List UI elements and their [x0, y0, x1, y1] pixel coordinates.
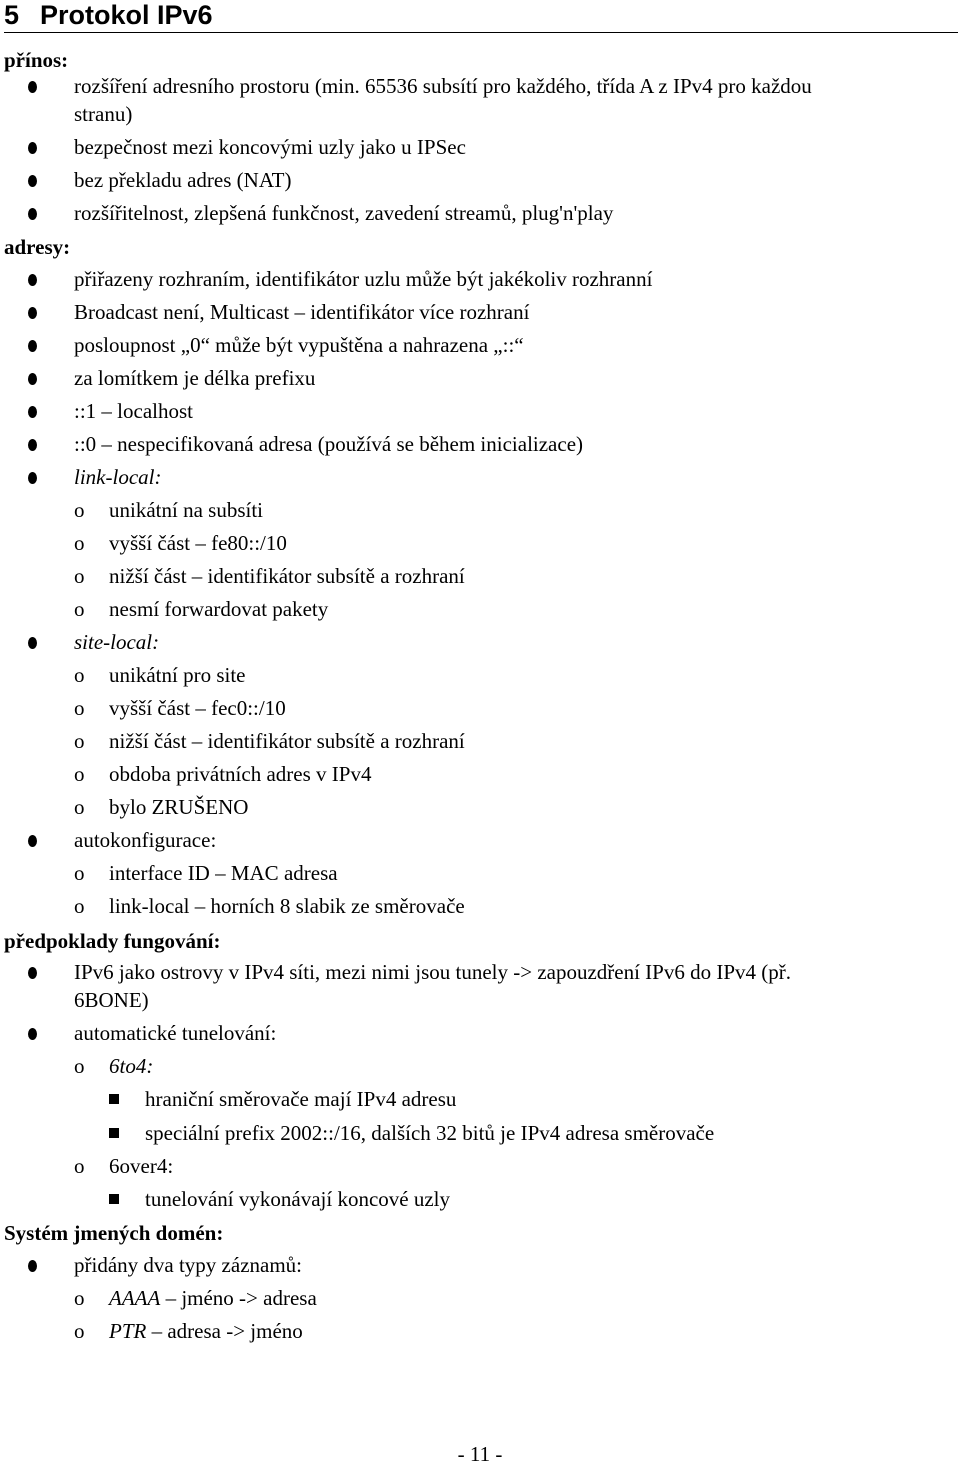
list-item: bezpečnost mezi koncovými uzly jako u IPSec: [74, 133, 466, 161]
bullet-icon: [28, 1260, 37, 1272]
bullet-icon: [28, 340, 37, 352]
bullet-icon: [28, 373, 37, 385]
sub-list-item: o nesmí forwardovat pakety: [74, 597, 329, 621]
list-item: rozšířitelnost, zlepšená funkčnost, zavedení streamů, plug'n'play: [74, 199, 613, 227]
sub-sub-list-item: tunelování vykonávají koncové uzly: [145, 1185, 450, 1213]
sub-list-item: o nižší část – identifikátor subsítě a rozhraní: [74, 729, 465, 753]
list-item: automatické tunelování:: [74, 1019, 276, 1047]
bullet-icon: [28, 208, 37, 220]
chapter-title: Protokol IPv6: [40, 0, 213, 30]
section-prinos: přínos:: [4, 48, 69, 72]
list-item: za lomítkem je délka prefixu: [74, 364, 315, 392]
list-item: rozšíření adresního prostoru (min. 65536 subsítí pro každého, třída A z IPv4 pro každou stranu): [74, 72, 864, 128]
bullet-icon: [28, 142, 37, 154]
list-item: IPv6 jako ostrovy v IPv4 síti, mezi nimi jsou tunely -> zapouzdření IPv6 do IPv4 (př. 6BONE): [74, 958, 864, 1014]
sub-sub-list-item: hraniční směrovače mají IPv4 adresu: [145, 1085, 456, 1113]
bullet-icon: [28, 637, 37, 649]
sub-list-item: o bylo ZRUŠENO: [74, 795, 249, 819]
circle-bullet-icon: o: [74, 1286, 85, 1310]
bullet-icon: [28, 1028, 37, 1040]
bullet-icon: [28, 835, 37, 847]
section-adresy: adresy:: [4, 235, 71, 259]
sub-list-item: o nižší část – identifikátor subsítě a rozhraní: [74, 564, 465, 588]
circle-bullet-icon: o: [74, 498, 85, 522]
sub-sub-list-item: speciální prefix 2002::/16, dalších 32 bitů je IPv4 adresa směrovače: [145, 1119, 714, 1147]
square-bullet-icon: [109, 1194, 119, 1204]
bullet-icon: [28, 406, 37, 418]
circle-bullet-icon: o: [74, 564, 85, 588]
circle-bullet-icon: o: [74, 894, 85, 918]
list-item-site-local: site-local:: [74, 628, 159, 656]
circle-bullet-icon: o: [74, 795, 85, 819]
circle-bullet-icon: o: [74, 1054, 85, 1078]
sub-list-item-aaaa: o AAAA – jméno -> adresa: [74, 1286, 317, 1310]
circle-bullet-icon: o: [74, 762, 85, 786]
circle-bullet-icon: o: [74, 663, 85, 687]
list-item: ::0 – nespecifikovaná adresa (používá se během inicializace): [74, 430, 583, 458]
circle-bullet-icon: o: [74, 597, 85, 621]
sub-list-item: o interface ID – MAC adresa: [74, 861, 338, 885]
circle-bullet-icon: o: [74, 861, 85, 885]
bullet-icon: [28, 472, 37, 484]
circle-bullet-icon: o: [74, 531, 85, 555]
section-predpoklady: předpoklady fungování:: [4, 929, 221, 953]
circle-bullet-icon: o: [74, 696, 85, 720]
list-item: přidány dva typy záznamů:: [74, 1251, 302, 1279]
sub-list-item: o vyšší část – fec0::/10: [74, 696, 286, 720]
bullet-icon: [28, 175, 37, 187]
list-item-link-local: link-local:: [74, 463, 161, 491]
list-item: posloupnost „0“ může být vypuštěna a nahrazena „::“: [74, 331, 524, 359]
circle-bullet-icon: o: [74, 729, 85, 753]
list-item-autokonfigurace: autokonfigurace:: [74, 826, 216, 854]
sub-list-item-ptr: o PTR – adresa -> jméno: [74, 1319, 303, 1343]
bullet-icon: [28, 81, 37, 93]
bullet-icon: [28, 307, 37, 319]
bullet-icon: [28, 967, 37, 979]
section-dns: Systém jmených domén:: [4, 1221, 224, 1245]
page-number: - 11 -: [457, 1442, 503, 1466]
list-item: bez překladu adres (NAT): [74, 166, 292, 194]
square-bullet-icon: [109, 1128, 119, 1138]
list-item: přiřazeny rozhraním, identifikátor uzlu může být jakékoliv rozhranní: [74, 265, 652, 293]
sub-list-item: o unikátní pro site: [74, 663, 246, 687]
sub-list-item: o unikátní na subsíti: [74, 498, 263, 522]
sub-list-item: o vyšší část – fe80::/10: [74, 531, 287, 555]
chapter-number: 5: [4, 0, 20, 30]
circle-bullet-icon: o: [74, 1154, 85, 1178]
sub-list-item-6over4: o 6over4:: [74, 1154, 174, 1178]
sub-list-item: o obdoba privátních adres v IPv4: [74, 762, 372, 786]
square-bullet-icon: [109, 1094, 119, 1104]
bullet-icon: [28, 274, 37, 286]
list-item: Broadcast není, Multicast – identifikátor více rozhraní: [74, 298, 529, 326]
sub-list-item: o link-local – horních 8 slabik ze směrovače: [74, 894, 465, 918]
circle-bullet-icon: o: [74, 1319, 85, 1343]
list-item: ::1 – localhost: [74, 397, 193, 425]
bullet-icon: [28, 439, 37, 451]
sub-list-item-6to4: o 6to4:: [74, 1054, 154, 1078]
chapter-heading: [4, 0, 958, 33]
